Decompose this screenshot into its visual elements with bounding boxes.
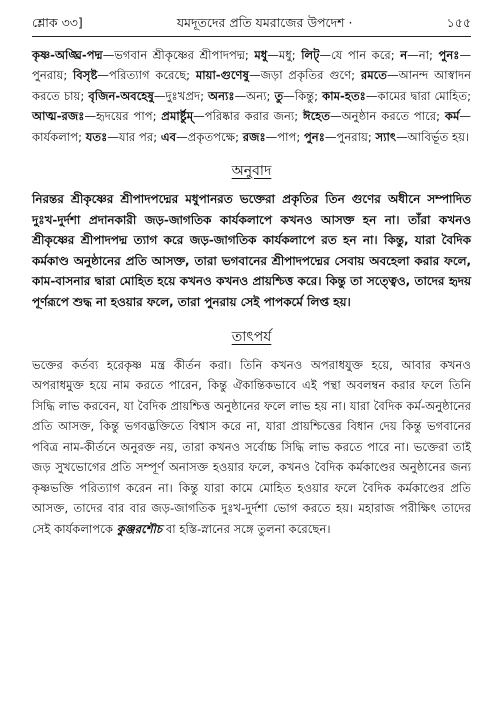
purport-body: ভক্তের কর্তব্য হরেকৃষ্ণ মন্ত্র কীর্তন করা। তিনি কখনও অপরাধযুক্ত হয়ে, আবার কখনও অপরাধমুক্ত হয়ে নাম করতে পারেন, কিন্তু ঐকান্তিকভাবে এই পন্থা অবলম্বন করার ফলে তিনি সিদ্ধি লাভ করবেন, যা বৈদিক প্রায়শ্চিত্ত অনুষ্ঠানের ফলে লাভ হয় না। যারা বৈদিক কর্ম-অনুষ্ঠানের প্রতি আসক্ত, কিন্তু ভগবদ্ভক্তিতে বিশ্বাস করে না, যারা প্রায়শ্চিত্তের বিধান দেয় কিন্তু ভগবানের পবিত্র নাম-কীর্তনে অনুরক্ত নয়, তারা কখনও সর্বোচ্চ সিদ্ধি লাভ করতে পারে না। ভক্তেরা তাই জড় সুখভোগের প্রতি সম্পূর্ণ অনাসক্ত হওয়ার ফলে, কখনও বৈদিক কর্মকাণ্ডের অনুষ্ঠানের জন্য কৃষ্ণভক্তি পরিত্যাগ করেন না। কিন্তু যারা কামে মোহিত হওয়ার ফলে বৈদিক কর্মকাণ্ডের প্রতি আসক্ত, তাদের বার বার জড়-জাগতিক দুঃখ-দুর্দশা ভোগ করতে হয়। মহারাজ পরীক্ষিৎ তাদের সেই কার্যকলাপকে (32, 357, 471, 536)
synonym-term: স্যাৎ (375, 129, 397, 144)
synonym-meaning: অন্য; (246, 88, 271, 103)
synonym-term: মধু (254, 48, 268, 62)
synonym-meaning: পরিত্যাগ করেছে; (109, 68, 191, 83)
synonym-term: রজঃ (242, 129, 266, 144)
synonym-meaning: ভগবান শ্রীকৃষ্ণের শ্রীপাদপদ্ম; (114, 48, 249, 62)
synonym-meaning: দুঃখপ্রদ; (165, 88, 204, 103)
synonym-term: তু (274, 88, 284, 103)
synonym-term: প্রমার্ষ্টুম্‌ (161, 109, 194, 124)
synonym-meaning: মধু; (278, 48, 296, 62)
purport-emphasis: কুঞ্জরশৌচ (116, 521, 163, 536)
synonym-term: পুনঃ (438, 48, 460, 62)
synonym-meaning: পাপ; (277, 129, 301, 144)
synonym-term: বৃজিন-অবহেষু (88, 88, 154, 103)
synonym-term: কাম-হতঃ (322, 88, 366, 103)
synonym-meaning: পুনরায়; (336, 129, 372, 144)
purport-heading: তাৎপর্য (231, 328, 272, 345)
running-head (32, 14, 471, 37)
synonym-meaning: প্রকৃতপক্ষে; (187, 129, 240, 144)
synonym-term: কৃষ্ণ-অঙ্ঘ্রি-পদ্ম (32, 48, 103, 62)
synonym-meaning: কিন্তু; (294, 88, 319, 103)
synonym-term: মায়া-গুণেষু (195, 68, 249, 83)
synonym-meaning: আনন্দ আস্বাদন করতে চায়; (32, 68, 472, 103)
purport-body-end: বা হস্তি-স্নানের সঙ্গে তুলনা করেছেন। (165, 521, 331, 536)
synonym-term: ঈহেত (303, 109, 331, 124)
synonym-meaning: পুনরায়; (32, 68, 68, 83)
synonym-meaning: যার পর; (118, 129, 158, 144)
synonym-meaning: না; (418, 48, 433, 62)
synonym-term: পুনঃ (303, 129, 325, 144)
purport-text (32, 355, 471, 540)
synonym-term: রমতে (360, 68, 387, 83)
synonym-term: লিট্‌ (301, 48, 320, 62)
synonym-meaning: অনুষ্ঠান করতে পারে; (341, 109, 441, 124)
chapter-title-text: যমদূতদের প্রতি যমরাজের উপদেশ (176, 15, 345, 30)
synonym-meaning: কামের দ্বারা মোহিত; (377, 88, 472, 103)
synonym-term: আত্ম-রজঃ (32, 109, 85, 124)
synonym-term: কর্ম (444, 109, 460, 124)
translation-text: নিরন্তর শ্রীকৃষ্ণের শ্রীপাদপদ্মের মধুপানরত ভক্তেরা প্রকৃতির তিন গুণের অধীনে সম্পাদিত দুঃখ-দুর্দশা প্রদানকারী জড়-জাগতিক কার্যকলাপে কখনও আসক্ত হন না। তাঁরা কখনও শ্রীকৃষ্ণের শ্রীপাদপদ্ম ত্যাগ করে জড়-জাগতিক কার্যকলাপে রত হন না। কিন্তু, যারা বৈদিক কর্মকাণ্ড অনুষ্ঠানের প্রতি আসক্ত, তারা ভগবানের শ্রীপাদপদ্মের সেবায় অবহেলা করার ফলে, কাম-বাসনার দ্বারা মোহিত হয়ে কখনও কখনও প্রায়শ্চিত্ত করে। কিন্তু তা সত্ত্বেও, তাদের হৃদয় পূর্ণরূপে শুদ্ধ না হওয়ার ফলে, তারা পুনরায় সেই পাপকর্মে লিপ্ত হয়। (32, 192, 471, 309)
synonym-term: এব (160, 129, 177, 144)
synonym-meaning: আবির্ভূত হয়। (407, 129, 470, 144)
word-for-word-synonyms: কৃষ্ণ-অঙ্ঘ্রি-পদ্ম—ভগবান শ্রীকৃষ্ণের শ্রীপাদপদ্ম; মধু—মধু; লিট্‌—যে পান করে; ন—না; পুনঃ—পুনরায়; বিসৃষ্ট—পরিত্যাগ করেছে; মায়া-গুণেষু—জড়া প্রকৃতির গুণে; রমতে—আনন্দ আস্বাদন করতে চায়; বৃজিন-অবহেষু—দুঃখপ্রদ; অন্যঃ—অন্য; তু—কিন্তু; কাম-হতঃ—কামের দ্বারা মোহিত; আত্ম-রজঃ—হৃদয়ের পাপ; প্রমার্ষ্টুম্‌—পরিষ্কার করার জন্য; ঈহেত—অনুষ্ঠান করতে পারে; কর্ম—কার্যকলাপ; যতঃ—যার পর; এব—প্রকৃতপক্ষে; রজঃ—পাপ; পুনঃ—পুনরায়; স্যাৎ—আবির্ভূত হয়। (32, 48, 472, 144)
title-dot: · (348, 15, 353, 30)
synonym-meaning: কার্যকলাপ; (32, 129, 83, 144)
translation-heading: অনুবাদ (231, 163, 272, 180)
chapter-title (83, 14, 447, 32)
synonym-meaning: পরিষ্কার করার জন্য; (204, 109, 299, 124)
synonym-term: ন (400, 48, 408, 62)
synonym-term: যতঃ (85, 129, 108, 144)
synonym-meaning: হৃদয়ের পাপ; (96, 109, 157, 124)
synonym-term: অন্যঃ (208, 88, 235, 103)
synonym-meaning: জড়া প্রকৃতির গুণে; (260, 68, 356, 83)
synonym-meaning: যে পান করে; (331, 48, 395, 62)
synonym-term: বিসৃষ্ট (73, 68, 98, 83)
page-number: ১৫৫ (446, 15, 471, 30)
verse-reference: শ্লোক ৩৩] (32, 15, 83, 30)
